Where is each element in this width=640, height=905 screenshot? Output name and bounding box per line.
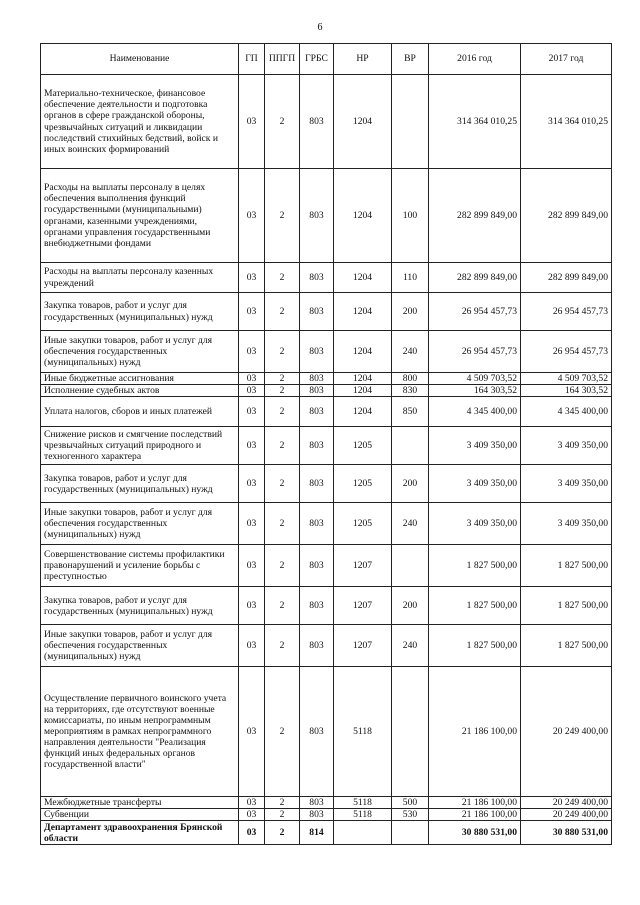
cell-y2017: 1 827 500,00 <box>521 545 612 587</box>
cell-nr: 1204 <box>334 263 392 293</box>
cell-y2016: 282 899 849,00 <box>429 263 521 293</box>
cell-grbs: 803 <box>300 385 334 397</box>
cell-ppgp: 2 <box>265 797 300 809</box>
cell-grbs: 803 <box>300 545 334 587</box>
cell-gp: 03 <box>239 385 265 397</box>
cell-ppgp: 2 <box>265 385 300 397</box>
cell-y2017: 4 345 400,00 <box>521 397 612 427</box>
cell-grbs: 803 <box>300 427 334 465</box>
table-row <box>41 427 612 465</box>
cell-name: Материально-техническое, финансовое обеспечение деятельности и подготовка органов в сфере гражданской обороны, чрезвычайных ситуаций и ликвидации последствий стихийных бедствий, войск и иных воинских формирований <box>41 75 239 169</box>
cell-vr: 240 <box>392 503 429 545</box>
cell-y2017: 1 827 500,00 <box>521 587 612 625</box>
cell-y2016: 21 186 100,00 <box>429 797 521 809</box>
cell-y2016: 164 303,52 <box>429 385 521 397</box>
table-row <box>41 263 612 293</box>
cell-y2017: 3 409 350,00 <box>521 465 612 503</box>
table-row <box>41 293 612 331</box>
table-row <box>41 465 612 503</box>
cell-ppgp: 2 <box>265 331 300 373</box>
cell-nr: 5118 <box>334 809 392 821</box>
cell-grbs: 803 <box>300 331 334 373</box>
cell-nr: 1205 <box>334 503 392 545</box>
cell-y2016: 30 880 531,00 <box>429 821 521 845</box>
cell-ppgp: 2 <box>265 397 300 427</box>
cell-grbs: 803 <box>300 503 334 545</box>
cell-gp: 03 <box>239 503 265 545</box>
cell-gp: 03 <box>239 821 265 845</box>
cell-vr <box>392 821 429 845</box>
cell-nr: 1207 <box>334 545 392 587</box>
cell-grbs: 803 <box>300 797 334 809</box>
header-name: Наименование <box>41 44 239 75</box>
cell-y2016: 26 954 457,73 <box>429 331 521 373</box>
cell-name: Закупка товаров, работ и услуг для государственных (муниципальных) нужд <box>41 465 239 503</box>
cell-grbs: 803 <box>300 397 334 427</box>
cell-nr: 1204 <box>334 293 392 331</box>
cell-y2017: 4 509 703,52 <box>521 373 612 385</box>
cell-y2016: 4 509 703,52 <box>429 373 521 385</box>
cell-y2016: 21 186 100,00 <box>429 667 521 797</box>
cell-vr: 240 <box>392 331 429 373</box>
cell-ppgp: 2 <box>265 809 300 821</box>
cell-gp: 03 <box>239 587 265 625</box>
cell-ppgp: 2 <box>265 587 300 625</box>
cell-vr: 800 <box>392 373 429 385</box>
header-2017: 2017 год <box>521 44 612 75</box>
cell-y2017: 3 409 350,00 <box>521 503 612 545</box>
cell-grbs: 803 <box>300 465 334 503</box>
cell-name: Исполнение судебных актов <box>41 385 239 397</box>
cell-gp: 03 <box>239 809 265 821</box>
cell-nr: 1204 <box>334 75 392 169</box>
cell-nr: 1204 <box>334 331 392 373</box>
header-2016: 2016 год <box>429 44 521 75</box>
cell-y2016: 3 409 350,00 <box>429 465 521 503</box>
cell-vr: 530 <box>392 809 429 821</box>
cell-name: Снижение рисков и смягчение последствий чрезвычайных ситуаций природного и техногенного характера <box>41 427 239 465</box>
cell-y2017: 20 249 400,00 <box>521 797 612 809</box>
cell-name: Уплата налогов, сборов и иных платежей <box>41 397 239 427</box>
cell-vr <box>392 427 429 465</box>
cell-nr: 1205 <box>334 465 392 503</box>
cell-name: Межбюджетные трансферты <box>41 797 239 809</box>
cell-vr <box>392 75 429 169</box>
cell-nr: 1205 <box>334 427 392 465</box>
cell-grbs: 803 <box>300 587 334 625</box>
cell-y2017: 282 899 849,00 <box>521 263 612 293</box>
cell-nr: 1207 <box>334 625 392 667</box>
table-row <box>41 797 612 809</box>
cell-ppgp: 2 <box>265 373 300 385</box>
cell-y2016: 282 899 849,00 <box>429 169 521 263</box>
table-row <box>41 331 612 373</box>
cell-grbs: 803 <box>300 169 334 263</box>
cell-y2017: 20 249 400,00 <box>521 809 612 821</box>
cell-gp: 03 <box>239 293 265 331</box>
cell-y2016: 314 364 010,25 <box>429 75 521 169</box>
cell-ppgp: 2 <box>265 667 300 797</box>
cell-vr: 850 <box>392 397 429 427</box>
cell-name: Расходы на выплаты персоналу казенных учреждений <box>41 263 239 293</box>
cell-vr: 200 <box>392 587 429 625</box>
cell-y2016: 3 409 350,00 <box>429 427 521 465</box>
cell-nr: 1204 <box>334 397 392 427</box>
cell-name: Совершенствование системы профилактики правонарушений и усиление борьбы с преступностью <box>41 545 239 587</box>
header-vr: ВР <box>392 44 429 75</box>
cell-ppgp: 2 <box>265 503 300 545</box>
table-row <box>41 821 612 845</box>
cell-gp: 03 <box>239 667 265 797</box>
cell-gp: 03 <box>239 397 265 427</box>
cell-y2016: 1 827 500,00 <box>429 625 521 667</box>
cell-grbs: 803 <box>300 809 334 821</box>
cell-grbs: 803 <box>300 75 334 169</box>
table-row <box>41 75 612 169</box>
header-grbs: ГРБС <box>300 44 334 75</box>
cell-grbs: 803 <box>300 667 334 797</box>
cell-vr: 100 <box>392 169 429 263</box>
cell-vr: 200 <box>392 293 429 331</box>
cell-vr: 200 <box>392 465 429 503</box>
cell-gp: 03 <box>239 797 265 809</box>
table-row <box>41 545 612 587</box>
cell-ppgp: 2 <box>265 169 300 263</box>
cell-nr: 5118 <box>334 667 392 797</box>
header-nr: НР <box>334 44 392 75</box>
cell-y2016: 1 827 500,00 <box>429 587 521 625</box>
cell-nr: 1207 <box>334 587 392 625</box>
table-row <box>41 373 612 385</box>
cell-name: Иные закупки товаров, работ и услуг для обеспечения государственных (муниципальных) нужд <box>41 331 239 373</box>
cell-gp: 03 <box>239 373 265 385</box>
cell-y2016: 4 345 400,00 <box>429 397 521 427</box>
cell-gp: 03 <box>239 263 265 293</box>
cell-ppgp: 2 <box>265 263 300 293</box>
page-number: 6 <box>317 22 323 33</box>
cell-vr: 110 <box>392 263 429 293</box>
cell-grbs: 803 <box>300 373 334 385</box>
table-row <box>41 385 612 397</box>
cell-nr <box>334 821 392 845</box>
cell-y2016: 3 409 350,00 <box>429 503 521 545</box>
budget-table <box>40 43 612 845</box>
cell-y2016: 26 954 457,73 <box>429 293 521 331</box>
table-row <box>41 397 612 427</box>
table-row <box>41 625 612 667</box>
cell-grbs: 814 <box>300 821 334 845</box>
cell-y2017: 26 954 457,73 <box>521 293 612 331</box>
cell-vr: 240 <box>392 625 429 667</box>
cell-y2017: 3 409 350,00 <box>521 427 612 465</box>
table-row <box>41 667 612 797</box>
cell-ppgp: 2 <box>265 293 300 331</box>
header-gp: ГП <box>239 44 265 75</box>
cell-y2017: 282 899 849,00 <box>521 169 612 263</box>
cell-name: Иные бюджетные ассигнования <box>41 373 239 385</box>
cell-gp: 03 <box>239 427 265 465</box>
cell-vr: 500 <box>392 797 429 809</box>
cell-ppgp: 2 <box>265 821 300 845</box>
cell-gp: 03 <box>239 465 265 503</box>
cell-y2017: 30 880 531,00 <box>521 821 612 845</box>
cell-y2016: 1 827 500,00 <box>429 545 521 587</box>
cell-name: Осуществление первичного воинского учета на территориях, где отсутствуют военные комиссариаты, по иным непрограммным мероприятиям в рамках непрограммного направления деятельности "Реализация функций иных федеральных органов государственной власти" <box>41 667 239 797</box>
cell-nr: 1204 <box>334 385 392 397</box>
header-ppgp: ППГП <box>265 44 300 75</box>
table-header-row <box>41 44 612 75</box>
cell-name: Иные закупки товаров, работ и услуг для обеспечения государственных (муниципальных) нужд <box>41 503 239 545</box>
cell-grbs: 803 <box>300 293 334 331</box>
cell-ppgp: 2 <box>265 625 300 667</box>
cell-name: Департамент здравоохранения Брянской области <box>41 821 239 845</box>
table-body <box>41 75 612 845</box>
cell-y2017: 164 303,52 <box>521 385 612 397</box>
table-row <box>41 587 612 625</box>
cell-vr: 830 <box>392 385 429 397</box>
table-row <box>41 503 612 545</box>
table-row <box>41 169 612 263</box>
cell-name: Расходы на выплаты персоналу в целях обеспечения выполнения функций государственными (муниципальными) органами, казенными учреждениями, органами управления государственными внебюджетными фондами <box>41 169 239 263</box>
cell-vr <box>392 545 429 587</box>
cell-y2017: 1 827 500,00 <box>521 625 612 667</box>
cell-y2017: 20 249 400,00 <box>521 667 612 797</box>
cell-ppgp: 2 <box>265 545 300 587</box>
cell-grbs: 803 <box>300 263 334 293</box>
cell-grbs: 803 <box>300 625 334 667</box>
cell-nr: 1204 <box>334 373 392 385</box>
cell-name: Субвенции <box>41 809 239 821</box>
table-row <box>41 809 612 821</box>
cell-gp: 03 <box>239 625 265 667</box>
cell-ppgp: 2 <box>265 427 300 465</box>
cell-gp: 03 <box>239 545 265 587</box>
cell-name: Закупка товаров, работ и услуг для государственных (муниципальных) нужд <box>41 587 239 625</box>
cell-name: Закупка товаров, работ и услуг для государственных (муниципальных) нужд <box>41 293 239 331</box>
cell-name: Иные закупки товаров, работ и услуг для обеспечения государственных (муниципальных) нужд <box>41 625 239 667</box>
cell-nr: 5118 <box>334 797 392 809</box>
cell-y2016: 21 186 100,00 <box>429 809 521 821</box>
cell-gp: 03 <box>239 331 265 373</box>
cell-vr <box>392 667 429 797</box>
cell-gp: 03 <box>239 75 265 169</box>
cell-ppgp: 2 <box>265 75 300 169</box>
cell-nr: 1204 <box>334 169 392 263</box>
cell-gp: 03 <box>239 169 265 263</box>
cell-y2017: 26 954 457,73 <box>521 331 612 373</box>
cell-ppgp: 2 <box>265 465 300 503</box>
cell-y2017: 314 364 010,25 <box>521 75 612 169</box>
